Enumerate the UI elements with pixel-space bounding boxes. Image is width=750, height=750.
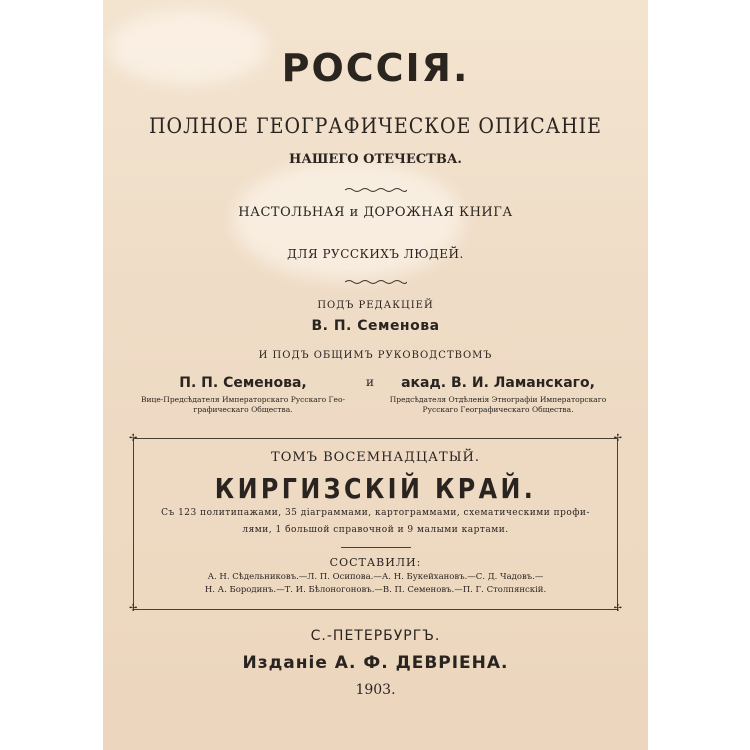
title-page [103, 0, 648, 750]
volume-number: ТОМЪ ВОСЕМНАДЦАТЫЙ. [271, 450, 480, 465]
supervisor-right-role-1: Предсѣдателя Отдѣленiя Этнографiи Императорскаго [389, 395, 607, 404]
description-line-2: ДЛЯ РУССКИХЪ ЛЮДЕЙ. [287, 247, 464, 261]
supervisor-right [378, 375, 618, 415]
editor-name: В. П. Семенова [311, 318, 440, 334]
supervision-label: И ПОДЪ ОБЩИМЪ РУКОВОДСТВОМЪ [258, 350, 493, 361]
supervisor-left-name: П. П. Семенова, [179, 375, 307, 391]
description-line-1: НАСТОЛЬНАЯ и ДОРОЖНАЯ КНИГА [238, 205, 513, 220]
region-title: КИРГИЗСКIЙ КРАЙ. [214, 472, 537, 505]
publication-year: 1903. [355, 682, 396, 698]
corner-ornament: ✢ [613, 433, 622, 444]
flourish-divider [345, 278, 407, 286]
illustrations-line-1: Съ 123 политипажами, 35 дiаграммами, картограммами, схематическими профи- [161, 508, 590, 518]
corner-ornament: ✢ [129, 433, 138, 444]
publisher: Изданiе А. Ф. ДЕВРIЕНА. [242, 653, 509, 673]
authors-line-2: Н. А. Бородинъ.—Т. И. Бѣлоногоновъ.—В. П. Семеновъ.—П. Г. Столпянскiй. [204, 585, 547, 595]
supervisor-left [133, 375, 353, 415]
supervisor-right-role-2: Русскаго Географическаго Общества. [422, 405, 574, 414]
divider-rule [341, 547, 411, 548]
corner-ornament: ✢ [129, 603, 138, 614]
book-subtitle-2: НАШЕГО ОТЕЧЕСТВА. [289, 152, 462, 167]
supervisor-left-role-1: Вице-Предсѣдателя Императорскаго Русскаго Гео- [140, 395, 346, 404]
publication-city: С.-ПЕТЕРБУРГЪ. [310, 628, 441, 644]
compiled-by-label: СОСТАВИЛИ: [329, 556, 422, 569]
supervisor-left-role-2: графическаго Общества. [193, 405, 293, 414]
supervisor-right-name: акад. В. И. Ламанскаго, [401, 375, 595, 391]
illustrations-line-2: лями, 1 большой справочной и 9 малыми картами. [242, 525, 509, 535]
edited-by-label: ПОДЪ РЕДАКЦIЕЙ [317, 300, 434, 311]
paper-stain [233, 160, 463, 280]
authors-line-1: А. Н. Сѣдельниковъ.—Л. П. Осипова.—А. Н. Букейхановъ.—С. Д. Чадовъ.— [207, 572, 544, 582]
book-subtitle: ПОЛНОЕ ГЕОГРАФИЧЕСКОЕ ОПИСАНIЕ [148, 113, 603, 139]
corner-ornament: ✢ [613, 603, 622, 614]
flourish-divider [345, 186, 407, 194]
book-title: РОССIЯ. [281, 46, 470, 90]
and-word: и [366, 375, 374, 389]
